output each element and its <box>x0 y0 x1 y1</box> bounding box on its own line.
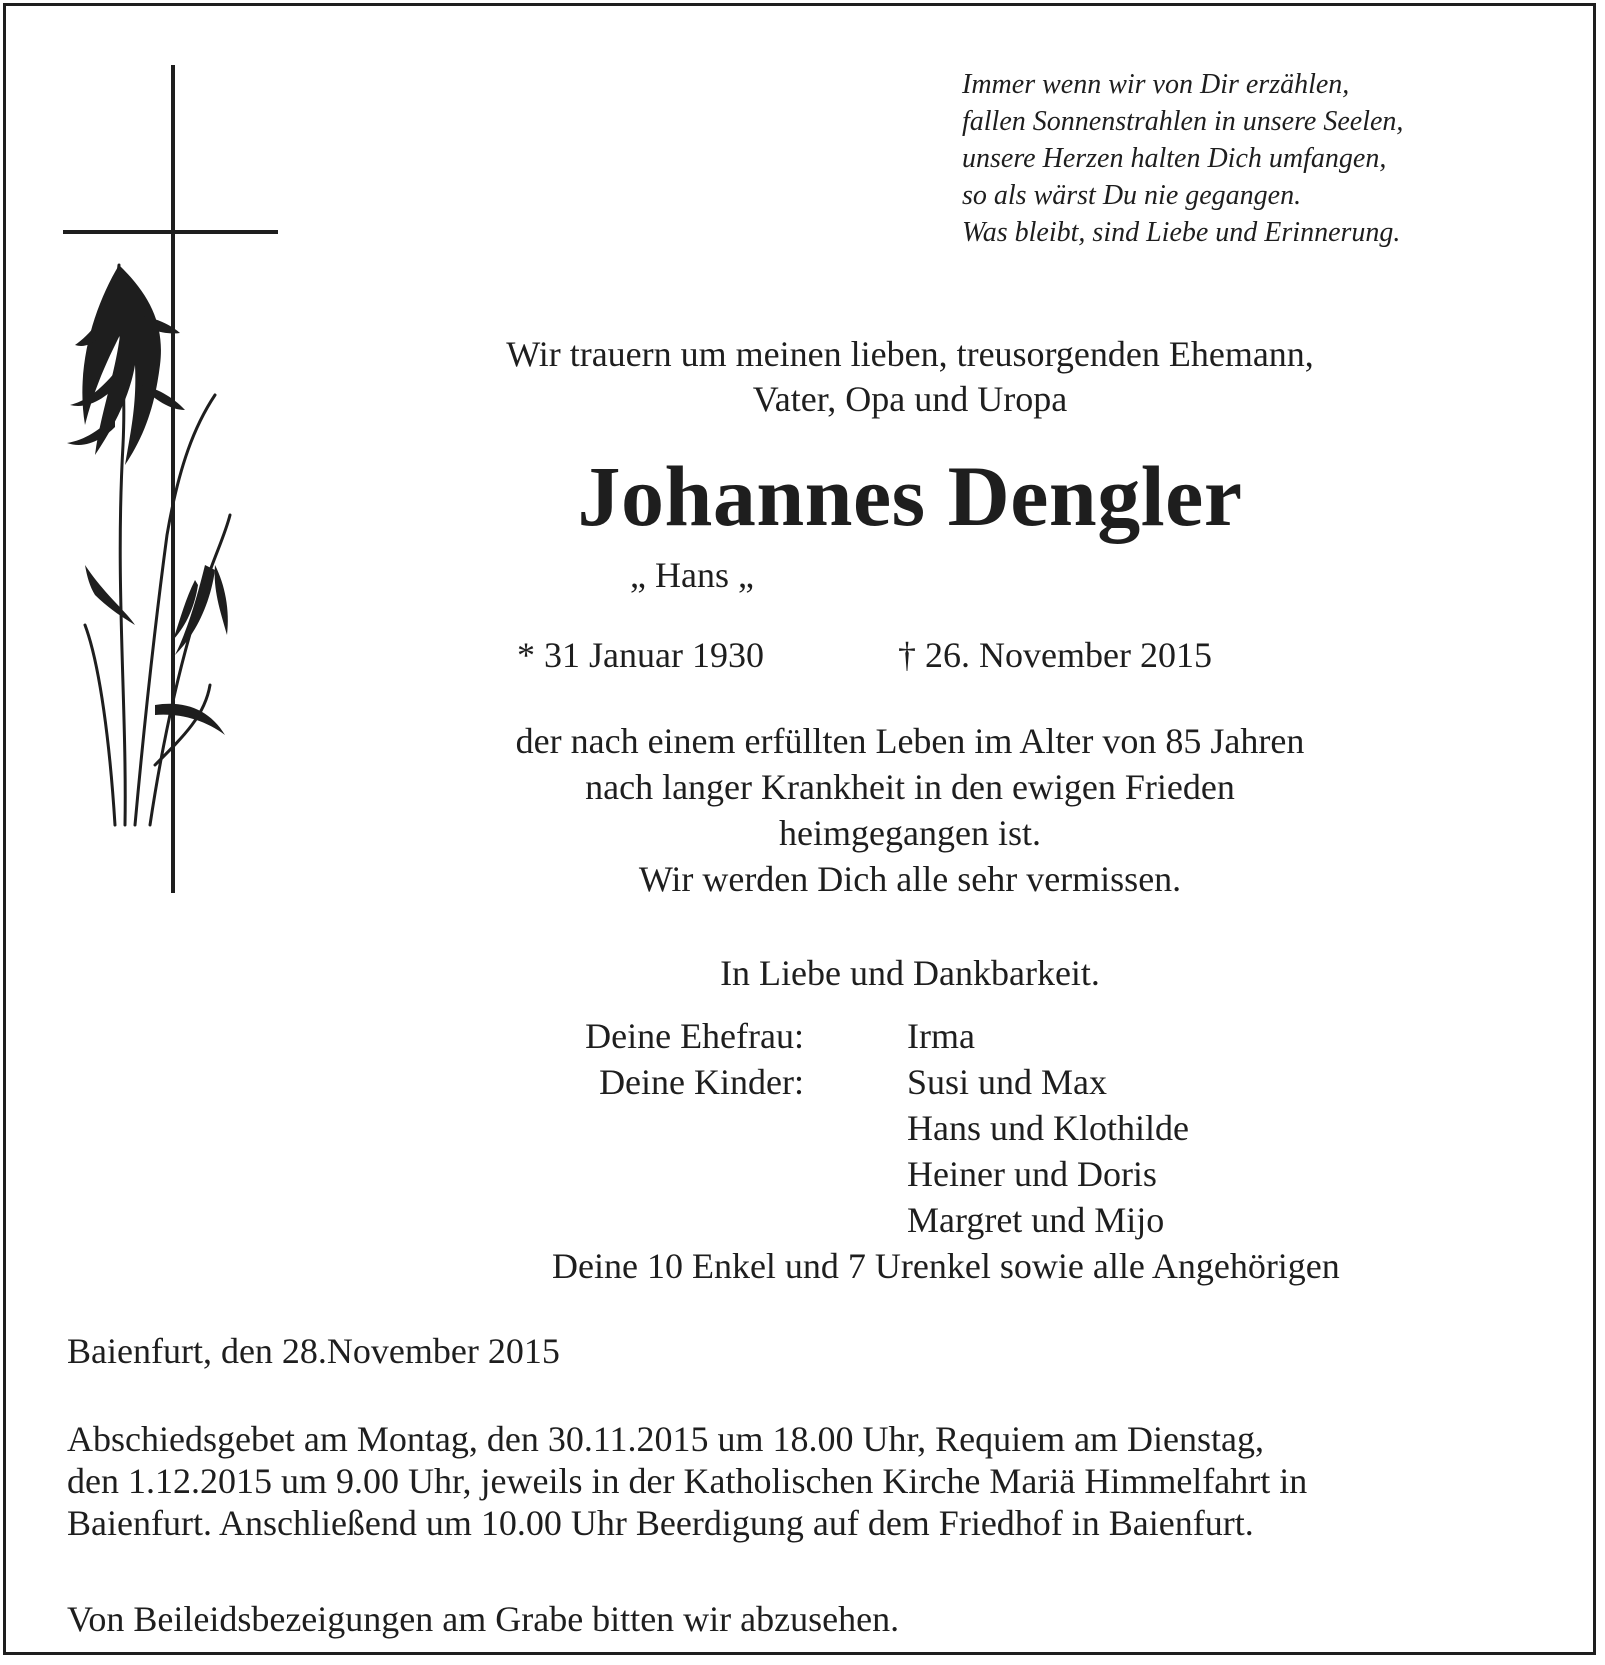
child-entry: Heiner und Doris <box>907 1154 1157 1194</box>
birth-date: * 31 Januar 1930 <box>517 635 764 675</box>
message-line: Wir werden Dich alle sehr vermissen. <box>638 859 1182 899</box>
thanks-text: In Liebe und Dankbarkeit. <box>720 953 1100 993</box>
cross-with-grass-icon <box>55 65 295 895</box>
child-entry: Susi und Max <box>907 1062 1108 1102</box>
death-date: † 26. November 2015 <box>898 635 1212 675</box>
service-info <box>67 1418 1307 1544</box>
message-line: nach langer Krankheit in den ewigen Frieden <box>585 767 1235 807</box>
poem-line: fallen Sonnenstrahlen in unsere Seelen, <box>962 106 1404 137</box>
deceased-nickname: „ Hans „ <box>630 555 754 595</box>
service-line: Baienfurt. Anschließend um 10.00 Uhr Beerdigung auf dem Friedhof in Baienfurt. <box>67 1503 1254 1543</box>
child-entry: Margret und Mijo <box>907 1200 1165 1240</box>
poem <box>962 66 1403 251</box>
closing-note: Von Beileidsbezeigungen am Grabe bitten wir abzusehen. <box>67 1599 900 1639</box>
wife-name: Irma <box>907 1016 975 1056</box>
intro-line-2: Vater, Opa und Uropa <box>752 379 1068 419</box>
service-line: den 1.12.2015 um 9.00 Uhr, jeweils in der Katholischen Kirche Mariä Himmelfahrt in <box>67 1461 1308 1501</box>
child-entry: Hans und Klothilde <box>907 1108 1189 1148</box>
message-line: heimgegangen ist. <box>779 813 1041 853</box>
children-label: Deine Kinder: <box>599 1062 804 1102</box>
message-line: der nach einem erfüllten Leben im Alter von 85 Jahren <box>515 721 1305 761</box>
deceased-name: Johannes Dengler <box>577 448 1243 544</box>
poem-line: Immer wenn wir von Dir erzählen, <box>962 69 1350 100</box>
poem-line: so als wärst Du nie gegangen. <box>962 180 1302 211</box>
grandchildren-text: Deine 10 Enkel und 7 Urenkel sowie alle Angehörigen <box>552 1246 1340 1286</box>
poem-line: Was bleibt, sind Liebe und Erinnerung. <box>962 217 1401 248</box>
intro-line-1: Wir trauern um meinen lieben, treusorgenden Ehemann, <box>506 334 1314 374</box>
message-text <box>330 718 1490 902</box>
poem-line: unsere Herzen halten Dich umfangen, <box>962 143 1387 174</box>
service-line: Abschiedsgebet am Montag, den 30.11.2015 um 18.00 Uhr, Requiem am Dienstag, <box>67 1419 1265 1459</box>
wife-label: Deine Ehefrau: <box>585 1016 804 1056</box>
place-date: Baienfurt, den 28.November 2015 <box>67 1331 560 1371</box>
intro-text <box>330 332 1490 422</box>
